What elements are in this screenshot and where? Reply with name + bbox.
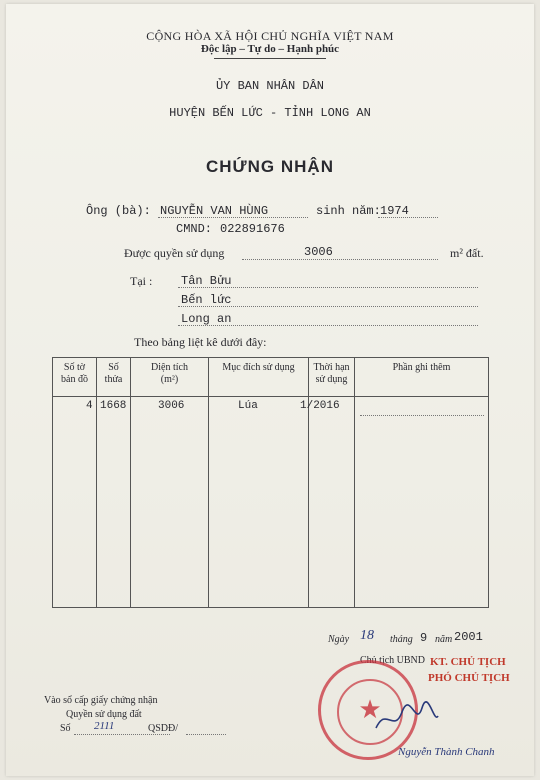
col-purpose: Mục đích sử dụng (209, 358, 309, 397)
location-label: Tại : (130, 274, 153, 288)
location-dots-1 (178, 287, 478, 288)
location-line-2: Bến lức (181, 293, 232, 307)
committee-heading: ỦY BAN NHÂN DÂN (215, 79, 325, 93)
motto: Độc lập – Tự do – Hạnh phúc (200, 43, 340, 55)
date-month-label: tháng (390, 634, 413, 645)
notes-cell (355, 397, 489, 608)
table-row (53, 397, 489, 608)
registry-so-dots (74, 734, 170, 735)
rights-dots (242, 259, 438, 260)
cell-parcel: 1668 (100, 400, 127, 412)
registry-qsdd-dots (186, 734, 226, 735)
id-label: CMND: (176, 222, 213, 236)
district-heading: HUYỆN BẾN LỨC - TỈNH LONG AN (169, 106, 371, 120)
registry-so-label: Số (60, 723, 71, 734)
official-seal-icon: ★ (318, 660, 418, 760)
birth-label: sinh năm: (316, 204, 381, 218)
rights-label: Được quyền sử dụng (124, 246, 225, 260)
owner-name: NGUYỄN VAN HÙNG (160, 204, 269, 218)
parcel-table (52, 357, 489, 608)
col-term: Thời hạn sử dụng (309, 358, 355, 397)
registry-so-value: 2111 (94, 720, 115, 732)
republic-heading: CỘNG HÒA XÃ HỘI CHỦ NGHĨA VIỆT NAM (146, 29, 394, 43)
col-parcel: Số thửa (97, 358, 131, 397)
cell-area: 3006 (158, 400, 185, 412)
parcel-table-header (53, 358, 489, 397)
date-day: 18 (360, 628, 374, 643)
cell-term: 1/2016 (300, 400, 340, 412)
owner-label: Ông (bà): (86, 204, 151, 218)
signer-name: Nguyễn Thành Chanh (398, 746, 495, 758)
cell-map-sheet: 4 (86, 400, 93, 412)
col-notes: Phần ghi thêm (355, 358, 489, 397)
notes-dots (360, 415, 484, 416)
id-number: 022891676 (220, 222, 285, 236)
location-line-1: Tân Bửu (181, 274, 232, 288)
vice-label: PHÓ CHỦ TỊCH (428, 672, 510, 684)
cell-purpose: Lúa (238, 400, 258, 412)
registry-qsdd: QSDĐ/ (148, 723, 179, 734)
table-intro: Theo bảng liệt kê dưới đây: (134, 335, 267, 349)
owner-name-dots (158, 217, 308, 218)
motto-underline (214, 58, 326, 59)
registry-line-1: Vào sổ cấp giấy chứng nhận (44, 695, 158, 706)
date-day-label: Ngày (328, 634, 350, 645)
signature-scribble-icon (372, 698, 442, 738)
location-dots-2 (178, 306, 478, 307)
location-line-3: Long an (181, 312, 232, 326)
birth-dots (378, 217, 438, 218)
kt-label: KT. CHỦ TỊCH (430, 656, 506, 668)
rights-unit: m² đất. (450, 246, 484, 260)
col-map-sheet: Số tờ bản đồ (53, 358, 97, 397)
registry-line-2: Quyền sử dụng đất (66, 709, 142, 720)
date-year-label: năm (435, 634, 453, 645)
certificate-title: CHỨNG NHẬN (206, 157, 334, 176)
date-month: 9 (420, 631, 428, 645)
rights-area: 3006 (304, 245, 333, 259)
date-year: 2001 (454, 630, 483, 644)
birth-year: 1974 (380, 204, 409, 218)
location-dots-3 (178, 325, 478, 326)
chairman-label: Chủ tịch UBND (360, 655, 425, 666)
col-area: Diện tích (m²) (131, 358, 209, 397)
